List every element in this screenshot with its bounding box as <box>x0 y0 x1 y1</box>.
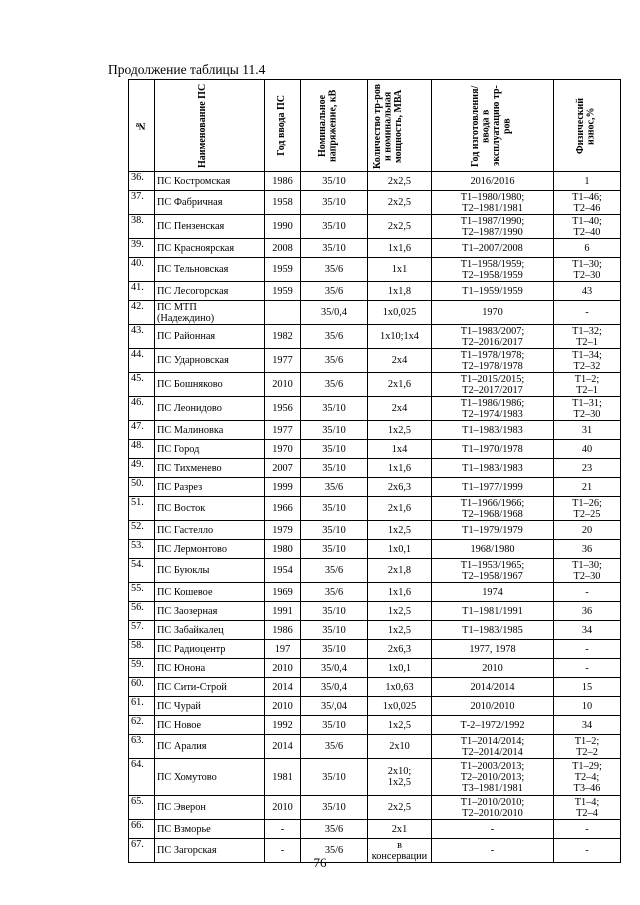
row-number: 37. <box>129 191 155 215</box>
table-row <box>129 373 621 397</box>
row-number: 67. <box>129 839 155 863</box>
physical-wear: 23 <box>554 459 621 478</box>
rated-voltage: 35/10 <box>301 796 368 820</box>
transformer-capacity: 2х1,6 <box>368 497 432 521</box>
table-row <box>129 172 621 191</box>
transformer-years: Т1–1958/1959; Т2–1958/1959 <box>432 258 554 282</box>
table-row <box>129 678 621 697</box>
physical-wear: 36 <box>554 540 621 559</box>
transformer-years: 2010 <box>432 659 554 678</box>
substation-name: ПС Буюклы <box>155 559 265 583</box>
physical-wear: 6 <box>554 239 621 258</box>
commission-year: 2007 <box>265 459 301 478</box>
rated-voltage: 35/6 <box>301 839 368 863</box>
commission-year: 1990 <box>265 215 301 239</box>
rated-voltage: 35/6 <box>301 735 368 759</box>
physical-wear: Т1–34; Т2–32 <box>554 349 621 373</box>
commission-year: 2014 <box>265 735 301 759</box>
row-number: 50. <box>129 478 155 497</box>
transformer-capacity: 2х4 <box>368 349 432 373</box>
transformer-years: Т1–2010/2010; Т2–2010/2010 <box>432 796 554 820</box>
table-row <box>129 735 621 759</box>
commission-year: 2010 <box>265 659 301 678</box>
row-number: 47. <box>129 421 155 440</box>
header-manufacture: Год изготовления/ ввода в эксплуатацию тр-ров <box>432 80 554 172</box>
rated-voltage: 35/6 <box>301 258 368 282</box>
header-name: Наименование ПС <box>155 80 265 172</box>
transformer-capacity: 2х4 <box>368 397 432 421</box>
transformer-years: Т1–2014/2014; Т2–2014/2014 <box>432 735 554 759</box>
transformer-capacity: 2х2,5 <box>368 172 432 191</box>
table-row <box>129 716 621 735</box>
table-row <box>129 759 621 796</box>
substation-name: ПС Взморье <box>155 820 265 839</box>
rated-voltage: 35/10 <box>301 640 368 659</box>
rated-voltage: 35/10 <box>301 497 368 521</box>
rated-voltage: 35/0,4 <box>301 678 368 697</box>
transformer-years: - <box>432 839 554 863</box>
transformer-capacity: 2х6,3 <box>368 478 432 497</box>
commission-year: 1956 <box>265 397 301 421</box>
physical-wear: 34 <box>554 621 621 640</box>
row-number: 60. <box>129 678 155 697</box>
physical-wear: 34 <box>554 716 621 735</box>
transformer-capacity: 2х2,5 <box>368 796 432 820</box>
substation-name: ПС Районная <box>155 325 265 349</box>
transformer-years: Т1–2007/2008 <box>432 239 554 258</box>
substation-name: ПС Забайкалец <box>155 621 265 640</box>
rated-voltage: 35/10 <box>301 759 368 796</box>
transformer-capacity: 2х2,5 <box>368 215 432 239</box>
rated-voltage: 35/10 <box>301 191 368 215</box>
commission-year: 2010 <box>265 796 301 820</box>
physical-wear: - <box>554 301 621 325</box>
physical-wear: Т1–32; Т2–1 <box>554 325 621 349</box>
row-number: 49. <box>129 459 155 478</box>
substation-name: ПС Тельновская <box>155 258 265 282</box>
substation-name: ПС Хомутово <box>155 759 265 796</box>
row-number: 36. <box>129 172 155 191</box>
transformer-years: Т1–1978/1978; Т2–1978/1978 <box>432 349 554 373</box>
rated-voltage: 35/10 <box>301 602 368 621</box>
row-number: 63. <box>129 735 155 759</box>
physical-wear: 43 <box>554 282 621 301</box>
transformer-capacity: 2х10 <box>368 735 432 759</box>
transformer-capacity: 1х2,5 <box>368 621 432 640</box>
transformer-capacity: 1х0,1 <box>368 540 432 559</box>
physical-wear: Т1–4; Т2–4 <box>554 796 621 820</box>
commission-year: 1991 <box>265 602 301 621</box>
commission-year: 1969 <box>265 583 301 602</box>
transformer-capacity: 2х6,3 <box>368 640 432 659</box>
transformer-years: Т1–1983/1985 <box>432 621 554 640</box>
substation-name: ПС Лермонтово <box>155 540 265 559</box>
row-number: 64. <box>129 759 155 796</box>
substation-name: ПС Восток <box>155 497 265 521</box>
substation-name: ПС Фабричная <box>155 191 265 215</box>
commission-year: 1959 <box>265 258 301 282</box>
physical-wear: 36 <box>554 602 621 621</box>
table-row <box>129 478 621 497</box>
row-number: 39. <box>129 239 155 258</box>
substation-name: ПС Радиоцентр <box>155 640 265 659</box>
substation-name: ПС Гастелло <box>155 521 265 540</box>
rated-voltage: 35/0,4 <box>301 659 368 678</box>
transformer-years: Т1–1966/1966; Т2–1968/1968 <box>432 497 554 521</box>
commission-year: 1958 <box>265 191 301 215</box>
table-row <box>129 325 621 349</box>
rated-voltage: 35/10 <box>301 421 368 440</box>
table-row <box>129 258 621 282</box>
substation-name: ПС Леонидово <box>155 397 265 421</box>
commission-year: 1979 <box>265 521 301 540</box>
physical-wear: - <box>554 640 621 659</box>
row-number: 52. <box>129 521 155 540</box>
rated-voltage: 35/10 <box>301 540 368 559</box>
rated-voltage: 35/6 <box>301 282 368 301</box>
substation-name: ПС Город <box>155 440 265 459</box>
physical-wear: 21 <box>554 478 621 497</box>
transformer-years: Т1–1953/1965; Т2–1958/1967 <box>432 559 554 583</box>
transformer-years: Т1–1981/1991 <box>432 602 554 621</box>
physical-wear: - <box>554 839 621 863</box>
commission-year: 2014 <box>265 678 301 697</box>
substation-name: ПС Загорская <box>155 839 265 863</box>
transformer-capacity: 2х1,6 <box>368 373 432 397</box>
substation-name: ПС Заозерная <box>155 602 265 621</box>
table-row <box>129 697 621 716</box>
transformer-capacity: 1х2,5 <box>368 716 432 735</box>
physical-wear: - <box>554 820 621 839</box>
rated-voltage: 35/10 <box>301 397 368 421</box>
header-row <box>129 80 621 172</box>
commission-year: - <box>265 820 301 839</box>
physical-wear: 10 <box>554 697 621 716</box>
table-row <box>129 215 621 239</box>
transformer-years: Т1–1983/1983 <box>432 459 554 478</box>
row-number: 45. <box>129 373 155 397</box>
table-row <box>129 540 621 559</box>
transformer-capacity: 1х0,1 <box>368 659 432 678</box>
physical-wear: Т1–29; Т2–4; Т3–46 <box>554 759 621 796</box>
rated-voltage: 35/6 <box>301 820 368 839</box>
table-row <box>129 796 621 820</box>
physical-wear: Т1–40; Т2–40 <box>554 215 621 239</box>
table-row <box>129 440 621 459</box>
rated-voltage: 35/6 <box>301 373 368 397</box>
table-row <box>129 349 621 373</box>
physical-wear: 31 <box>554 421 621 440</box>
substation-name: ПС Красноярская <box>155 239 265 258</box>
row-number: 38. <box>129 215 155 239</box>
commission-year: 1986 <box>265 172 301 191</box>
substation-name: ПС Лесогорская <box>155 282 265 301</box>
row-number: 56. <box>129 602 155 621</box>
physical-wear: Т1–30; Т2–30 <box>554 559 621 583</box>
commission-year: 2008 <box>265 239 301 258</box>
commission-year: 1966 <box>265 497 301 521</box>
table-row <box>129 421 621 440</box>
commission-year <box>265 301 301 325</box>
transformer-capacity: 2х1,8 <box>368 559 432 583</box>
substation-name: ПС Кошевое <box>155 583 265 602</box>
commission-year: 1977 <box>265 349 301 373</box>
transformer-years: Т1–1983/2007; Т2–2016/2017 <box>432 325 554 349</box>
substation-name: ПС Чурай <box>155 697 265 716</box>
table-row <box>129 191 621 215</box>
transformer-years: Т1–1986/1986; Т2–1974/1983 <box>432 397 554 421</box>
transformer-capacity: 1х1,6 <box>368 459 432 478</box>
header-year: Год ввода ПС <box>265 80 301 172</box>
transformer-capacity: 1х1,8 <box>368 282 432 301</box>
row-number: 44. <box>129 349 155 373</box>
transformer-years: Т1–1970/1978 <box>432 440 554 459</box>
row-number: 40. <box>129 258 155 282</box>
transformer-years: 2010/2010 <box>432 697 554 716</box>
transformer-years: Т1–1979/1979 <box>432 521 554 540</box>
rated-voltage: 35/10 <box>301 239 368 258</box>
rated-voltage: 35/6 <box>301 349 368 373</box>
substation-name: ПС Костромская <box>155 172 265 191</box>
substation-name: ПС Сити-Строй <box>155 678 265 697</box>
table-row <box>129 497 621 521</box>
table-caption: Продолжение таблицы 11.4 <box>108 62 266 77</box>
header-number: № <box>129 80 155 172</box>
physical-wear: Т1–2; Т2–2 <box>554 735 621 759</box>
physical-wear: - <box>554 583 621 602</box>
substation-name: ПС Новое <box>155 716 265 735</box>
physical-wear: Т1–30; Т2–30 <box>554 258 621 282</box>
rated-voltage: 35/10 <box>301 716 368 735</box>
rated-voltage: 35/6 <box>301 583 368 602</box>
header-transformers: Количество тр-ров и номинальная мощность, МВА <box>368 80 432 172</box>
row-number: 61. <box>129 697 155 716</box>
commission-year: 197 <box>265 640 301 659</box>
transformer-capacity: 2х1 <box>368 820 432 839</box>
physical-wear: 40 <box>554 440 621 459</box>
physical-wear: Т1–26; Т2–25 <box>554 497 621 521</box>
transformer-capacity: 1х1 <box>368 258 432 282</box>
table-row <box>129 820 621 839</box>
physical-wear: 1 <box>554 172 621 191</box>
transformer-capacity: 1х2,5 <box>368 602 432 621</box>
substation-name: ПС Ударновская <box>155 349 265 373</box>
rated-voltage: 35/6 <box>301 478 368 497</box>
table-row <box>129 621 621 640</box>
row-number: 41. <box>129 282 155 301</box>
physical-wear: Т1–2; Т2–1 <box>554 373 621 397</box>
commission-year: 1980 <box>265 540 301 559</box>
table-row <box>129 239 621 258</box>
transformer-years: Т1–1977/1999 <box>432 478 554 497</box>
substation-name: ПС МТП (Надеждино) <box>155 301 265 325</box>
row-number: 46. <box>129 397 155 421</box>
commission-year: 1970 <box>265 440 301 459</box>
table-row <box>129 602 621 621</box>
transformer-years: 2014/2014 <box>432 678 554 697</box>
row-number: 51. <box>129 497 155 521</box>
transformer-years: Т1–1959/1959 <box>432 282 554 301</box>
transformer-years: 1970 <box>432 301 554 325</box>
transformer-capacity: 1х2,5 <box>368 521 432 540</box>
transformer-capacity: 1х0,025 <box>368 301 432 325</box>
row-number: 48. <box>129 440 155 459</box>
row-number: 54. <box>129 559 155 583</box>
rated-voltage: 35/10 <box>301 459 368 478</box>
row-number: 43. <box>129 325 155 349</box>
table-row <box>129 459 621 478</box>
row-number: 65. <box>129 796 155 820</box>
table-row <box>129 282 621 301</box>
commission-year: - <box>265 839 301 863</box>
transformer-years: 1974 <box>432 583 554 602</box>
rated-voltage: 35/10 <box>301 172 368 191</box>
table-row <box>129 397 621 421</box>
transformer-capacity: в консервации <box>368 839 432 863</box>
transformer-years: Т1–2015/2015; Т2–2017/2017 <box>432 373 554 397</box>
transformer-years: 2016/2016 <box>432 172 554 191</box>
transformer-years: 1977, 1978 <box>432 640 554 659</box>
substation-name: ПС Малиновка <box>155 421 265 440</box>
physical-wear: 20 <box>554 521 621 540</box>
rated-voltage: 35/,04 <box>301 697 368 716</box>
substation-name: ПС Юнона <box>155 659 265 678</box>
table-row <box>129 640 621 659</box>
transformer-capacity: 2х10; 1х2,5 <box>368 759 432 796</box>
commission-year: 1959 <box>265 282 301 301</box>
header-voltage: Номинальное напряжение, кВ <box>301 80 368 172</box>
commission-year: 1986 <box>265 621 301 640</box>
transformer-capacity: 1х1,6 <box>368 583 432 602</box>
substation-name: ПС Бошняково <box>155 373 265 397</box>
transformer-years: Т-2–1972/1992 <box>432 716 554 735</box>
physical-wear: 15 <box>554 678 621 697</box>
commission-year: 2010 <box>265 373 301 397</box>
row-number: 58. <box>129 640 155 659</box>
physical-wear: Т1–31; Т2–30 <box>554 397 621 421</box>
transformer-capacity: 1х0,63 <box>368 678 432 697</box>
commission-year: 1982 <box>265 325 301 349</box>
table-row <box>129 583 621 602</box>
row-number: 53. <box>129 540 155 559</box>
row-number: 57. <box>129 621 155 640</box>
table-row <box>129 521 621 540</box>
transformer-years: Т1–2003/2013; Т2–2010/2013; Т3–1981/1981 <box>432 759 554 796</box>
transformer-years: - <box>432 820 554 839</box>
rated-voltage: 35/10 <box>301 215 368 239</box>
row-number: 59. <box>129 659 155 678</box>
commission-year: 1992 <box>265 716 301 735</box>
substation-name: ПС Эверон <box>155 796 265 820</box>
commission-year: 1954 <box>265 559 301 583</box>
row-number: 55. <box>129 583 155 602</box>
rated-voltage: 35/10 <box>301 440 368 459</box>
commission-year: 1999 <box>265 478 301 497</box>
table-row <box>129 559 621 583</box>
transformer-capacity: 2х2,5 <box>368 191 432 215</box>
transformer-years: 1968/1980 <box>432 540 554 559</box>
transformer-capacity: 1х4 <box>368 440 432 459</box>
header-wear: Физический износ,% <box>554 80 621 172</box>
substation-name: ПС Аралия <box>155 735 265 759</box>
table-row <box>129 659 621 678</box>
rated-voltage: 35/6 <box>301 325 368 349</box>
transformer-years: Т1–1983/1983 <box>432 421 554 440</box>
rated-voltage: 35/0,4 <box>301 301 368 325</box>
rated-voltage: 35/6 <box>301 559 368 583</box>
transformer-capacity: 1х0,025 <box>368 697 432 716</box>
substation-name: ПС Пензенская <box>155 215 265 239</box>
commission-year: 1981 <box>265 759 301 796</box>
rated-voltage: 35/10 <box>301 521 368 540</box>
transformer-years: Т1–1987/1990; Т2–1987/1990 <box>432 215 554 239</box>
row-number: 42. <box>129 301 155 325</box>
commission-year: 2010 <box>265 697 301 716</box>
physical-wear: Т1–46; Т2–46 <box>554 191 621 215</box>
transformer-capacity: 1х2,5 <box>368 421 432 440</box>
substation-name: ПС Разрез <box>155 478 265 497</box>
row-number: 62. <box>129 716 155 735</box>
substation-name: ПС Тихменево <box>155 459 265 478</box>
table-row <box>129 301 621 325</box>
transformer-years: Т1–1980/1980; Т2–1981/1981 <box>432 191 554 215</box>
physical-wear: - <box>554 659 621 678</box>
rated-voltage: 35/10 <box>301 621 368 640</box>
transformer-capacity: 1х10;1х4 <box>368 325 432 349</box>
substations-table <box>128 79 621 863</box>
commission-year: 1977 <box>265 421 301 440</box>
page-number: 76 <box>313 855 327 870</box>
row-number: 66. <box>129 820 155 839</box>
transformer-capacity: 1х1,6 <box>368 239 432 258</box>
